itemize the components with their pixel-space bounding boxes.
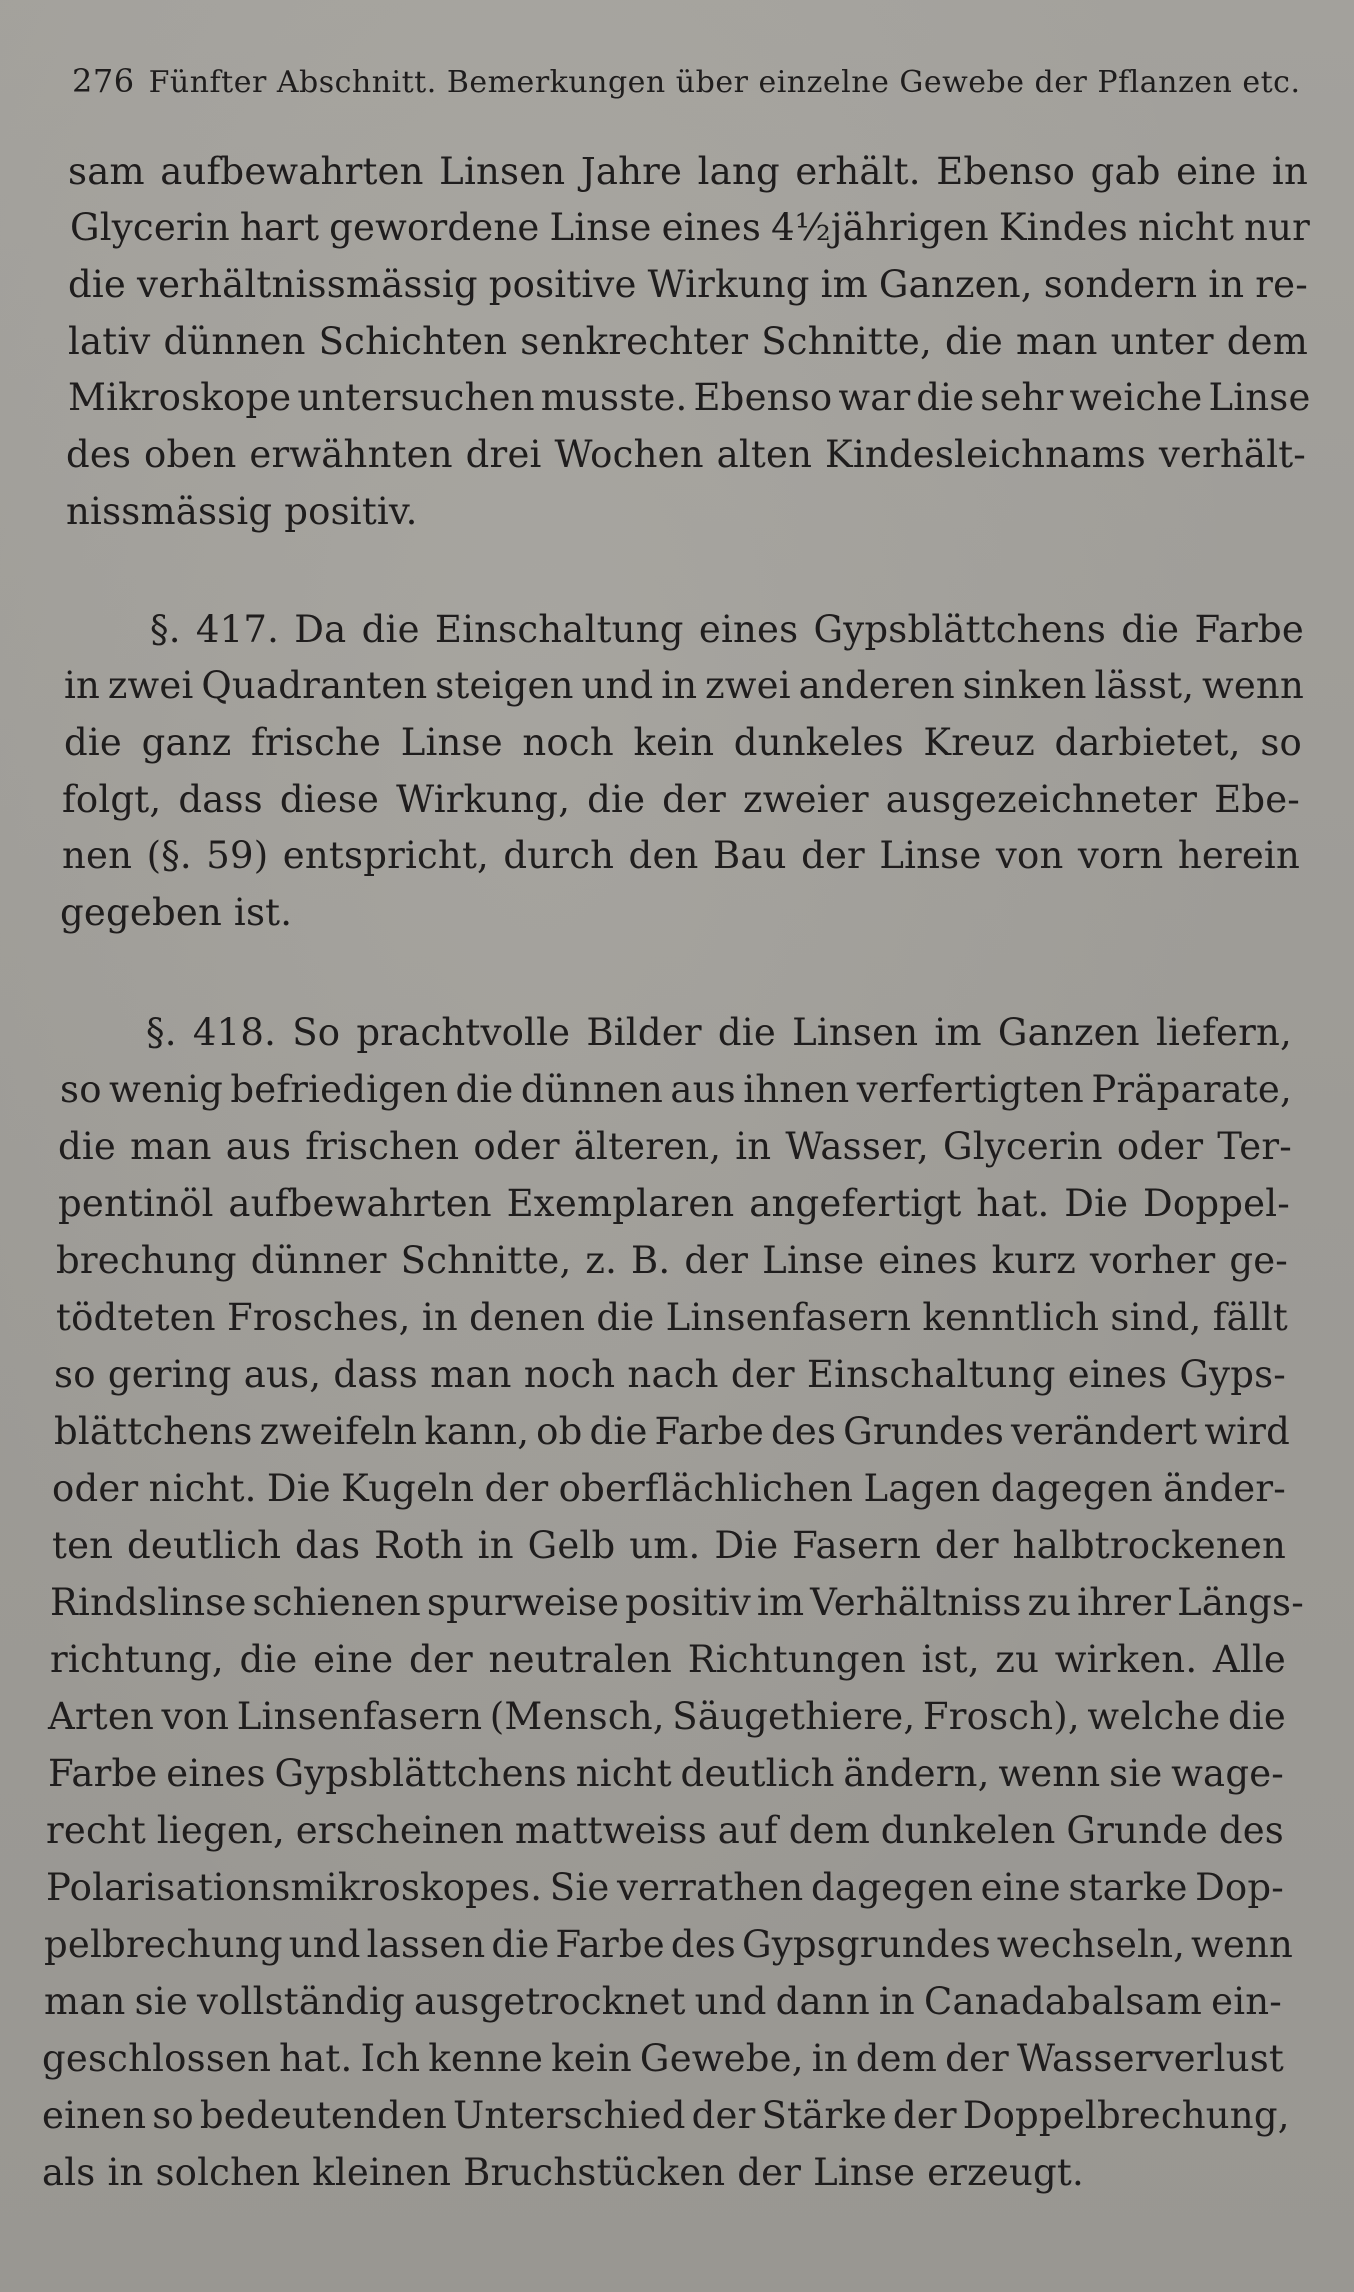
text-line-content: ten deutlich das Roth in Gelb um. Die Fasern der halbtrockenen [52, 1524, 1286, 1567]
text-line-content: folgt, dass diese Wirkung, die der zweier ausgezeichneter Ebe- [62, 778, 1300, 821]
text-line [0, 778, 1354, 834]
text-line-content: die verhältnissmässig positive Wirkung im Ganzen, sondern in re- [68, 263, 1308, 306]
text-line [0, 150, 1354, 206]
text-line [0, 2151, 1354, 2207]
text-line-content: Polarisationsmikroskopes. Sie verrathen dagegen eine starke Dop- [46, 1866, 1284, 1909]
text-line-content: gegeben ist. [60, 891, 293, 934]
text-line [0, 433, 1354, 489]
text-line-content: pentinöl aufbewahrten Exemplaren angefertigt hat. Die Doppel- [58, 1182, 1290, 1225]
text-line-content: einen so bedeutenden Unterschied der Stärke der Doppelbrechung, [42, 2094, 1290, 2137]
running-head [72, 62, 1312, 100]
text-line [0, 1980, 1354, 2036]
text-line [0, 1410, 1354, 1466]
text-line-content: die man aus frischen oder älteren, in Wasser, Glycerin oder Ter- [58, 1125, 1292, 1168]
text-line-content: oder nicht. Die Kugeln der oberflächlichen Lagen dagegen änder- [52, 1467, 1286, 1510]
text-line [0, 376, 1354, 432]
text-line-content: die ganz frische Linse noch kein dunkeles Kreuz darbietet, so [64, 721, 1302, 764]
text-line-content: lativ dünnen Schichten senkrechter Schnitte, die man unter dem [68, 320, 1308, 363]
text-line-content: §. 418. So prachtvolle Bilder die Linsen im Ganzen liefern, [146, 1011, 1292, 1054]
text-line [0, 206, 1354, 262]
text-line [0, 2037, 1354, 2093]
text-line [0, 1638, 1354, 1694]
text-line-content: nen (§. 59) entspricht, durch den Bau der Linse von vorn herein [62, 834, 1300, 877]
text-line [0, 1125, 1354, 1181]
text-line-content: man sie vollständig ausgetrocknet und dann in Canadabalsam ein- [44, 1980, 1282, 2023]
text-line [0, 1239, 1354, 1295]
text-line-content: geschlossen hat. Ich kenne kein Gewebe, in dem der Wasserverlust [42, 2037, 1284, 2080]
text-line [0, 490, 1354, 546]
text-line-content: Rindslinse schienen spurweise positiv im Verhältniss zu ihrer Längs- [50, 1581, 1304, 1624]
text-line-content: tödteten Frosches, in denen die Linsenfasern kenntlich sind, fällt [56, 1296, 1288, 1339]
text-line [0, 834, 1354, 890]
text-line [0, 608, 1354, 664]
text-line [0, 1866, 1354, 1922]
text-line-content: richtung, die eine der neutralen Richtungen ist, zu wirken. Alle [50, 1638, 1286, 1681]
text-line [0, 1923, 1354, 1979]
text-line [0, 1695, 1354, 1751]
text-line [0, 664, 1354, 720]
text-line-content: als in solchen kleinen Bruchstücken der Linse erzeugt. [42, 2151, 1084, 2194]
text-line [0, 263, 1354, 319]
text-line-content: sam aufbewahrten Linsen Jahre lang erhält. Ebenso gab eine in [68, 150, 1308, 193]
text-line-content: §. 417. Da die Einschaltung eines Gypsblättchens die Farbe [150, 608, 1304, 651]
text-line [0, 1068, 1354, 1124]
text-line-content: Glycerin hart gewordene Linse eines 4½jährigen Kindes nicht nur [70, 206, 1310, 249]
text-line-content: Arten von Linsenfasern (Mensch, Säugethiere, Frosch), welche die [48, 1695, 1286, 1738]
text-line [0, 1353, 1354, 1409]
text-line [0, 320, 1354, 376]
text-line [0, 1809, 1354, 1865]
text-line-content: nissmässig positiv. [66, 490, 418, 533]
text-line [0, 1296, 1354, 1352]
text-line-content: Farbe eines Gypsblättchens nicht deutlich ändern, wenn sie wage- [48, 1752, 1284, 1795]
text-line [0, 1182, 1354, 1238]
text-line [0, 1752, 1354, 1808]
text-line [0, 1581, 1354, 1637]
text-line-content: des oben erwähnten drei Wochen alten Kindesleichnams verhält- [66, 433, 1306, 476]
text-line-content: blättchens zweifeln kann, ob die Farbe des Grundes verändert wird [54, 1410, 1290, 1453]
page-number: 276 [72, 62, 135, 100]
text-line-content: so wenig befriedigen die dünnen aus ihnen verfertigten Präparate, [60, 1068, 1292, 1111]
text-line [0, 721, 1354, 777]
text-line [0, 891, 1354, 947]
running-title: Fünfter Abschnitt. Bemerkungen über einzelne Gewebe der Pflanzen etc. [148, 65, 1301, 100]
text-line [0, 2094, 1354, 2150]
text-line [0, 1524, 1354, 1580]
text-line [0, 1011, 1354, 1067]
text-line-content: Mikroskope untersuchen musste. Ebenso war die sehr weiche Linse [68, 376, 1311, 419]
text-line-content: in zwei Quadranten steigen und in zwei anderen sinken lässt, wenn [64, 664, 1304, 707]
text-line-content: recht liegen, erscheinen mattweiss auf dem dunkelen Grunde des [46, 1809, 1284, 1852]
text-line-content: so gering aus, dass man noch nach der Einschaltung eines Gyps- [54, 1353, 1286, 1396]
text-line-content: pelbrechung und lassen die Farbe des Gypsgrundes wechseln, wenn [44, 1923, 1294, 1966]
text-line-content: brechung dünner Schnitte, z. B. der Linse eines kurz vorher ge- [56, 1239, 1288, 1282]
text-line [0, 1467, 1354, 1523]
